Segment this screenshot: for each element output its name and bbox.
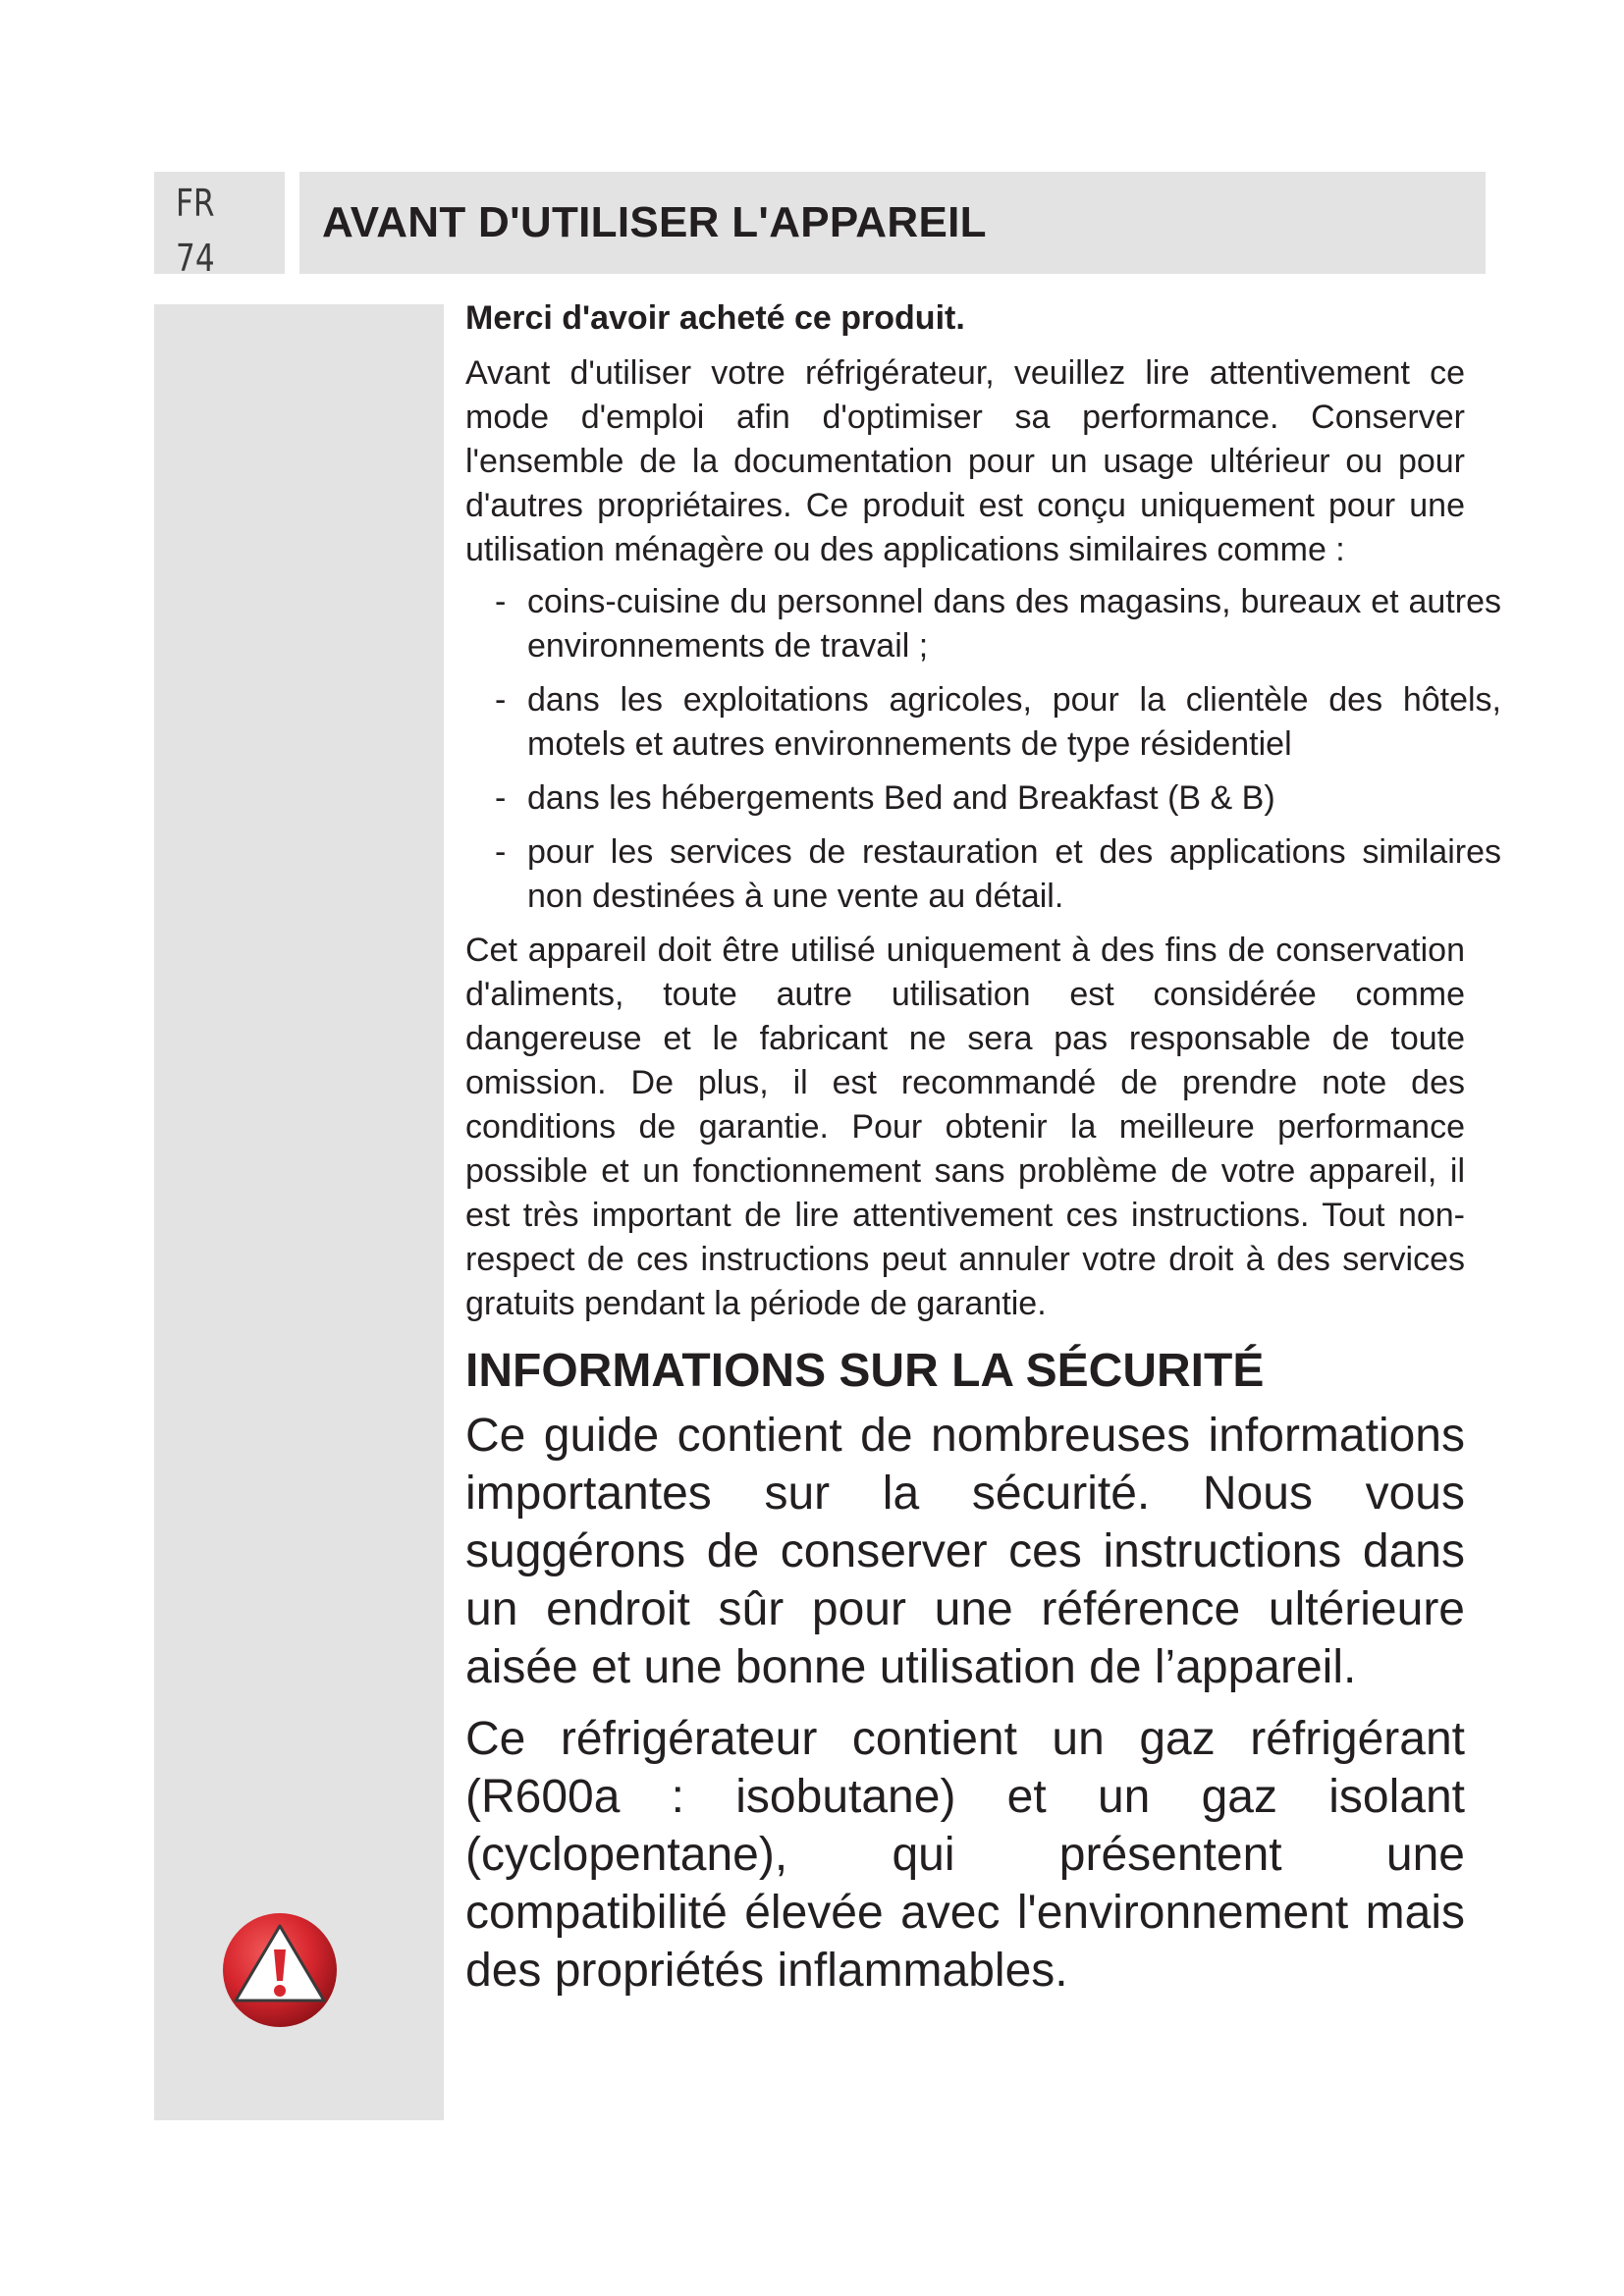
safety-paragraph-2: Ce réfrigérateur contient un gaz réfrigérant (R600a : isobutane) et un gaz isolant (cyclopentane), qui présentent une compatibilité élevée avec l'environnement mais des propriétés inflammables. [465,1713,1465,1997]
warning-triangle-icon [220,1910,340,2030]
page-tab [154,172,285,280]
list-item: - dans les hébergements Bed and Breakfast (B & B) [519,776,1501,821]
intro-paragraph: Avant d'utiliser votre réfrigérateur, veuillez lire attentivement ce mode d'emploi afin d'optimiser sa performance. Conserver l'ensemble de la documentation pour un usage ultérieur ou pour d'autres propriétaires. Ce produit est conçu uniquement pour une utilisation ménagère ou des applications similaires comme : [465,354,1465,568]
bullet-dash: - [495,833,507,871]
page-number: 74 [176,237,215,280]
language-code: FR [176,182,215,225]
thank-you-heading: Merci d'avoir acheté ce produit. [465,299,965,337]
usage-paragraph: Cet appareil doit être utilisé uniquement à des fins de conservation d'aliments, toute autre utilisation est considérée comme dangereuse et le fabricant ne sera pas responsable de toute omission. De plus, il est recommandé de prendre note des conditions de garantie. Pour obtenir la meilleure performance possible et un fonctionnement sans problème de votre appareil, il est très important de lire attentivement ces instructions. Tout non-respect de ces instructions peut annuler votre droit à des services gratuits pendant la période de garantie. [465,932,1465,1322]
list-item: - dans les exploitations agricoles, pour la clientèle des hôtels, motels et autres environnements de type résidentiel [519,678,1501,767]
page-title: AVANT D'UTILISER L'APPAREIL [322,198,987,246]
title-bar [299,172,1486,274]
bullet-dash: - [495,681,507,719]
sidebar-panel [154,304,444,2120]
list-item: - coins-cuisine du personnel dans des magasins, bureaux et autres environnements de travail ; [519,580,1501,668]
bullet-dash: - [495,779,507,817]
usage-list [465,580,1501,919]
content-column [465,294,1501,2013]
safety-heading: INFORMATIONS SUR LA SÉCURITÉ [465,1345,1265,1397]
safety-paragraph-1: Ce guide contient de nombreuses informations importantes sur la sécurité. Nous vous suggérons de conserver ces instructions dans un endroit sûr pour une référence ultérieure aisée et une bonne utilisation de l’appareil. [465,1410,1465,1693]
list-item: - pour les services de restauration et des applications similaires non destinées à une vente au détail. [519,830,1501,919]
bullet-dash: - [495,583,507,620]
